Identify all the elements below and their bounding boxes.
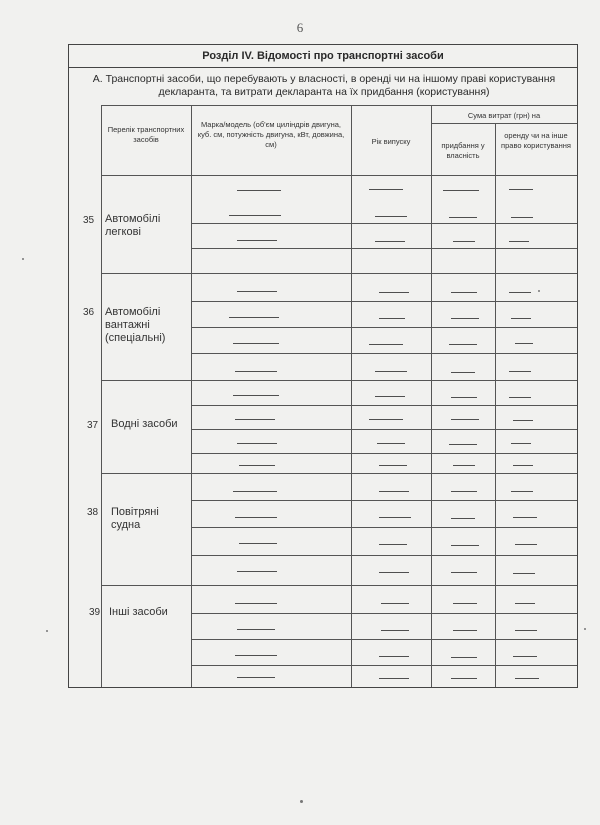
row-number-37: 37 bbox=[87, 420, 99, 431]
subrow-line bbox=[191, 665, 577, 666]
row-label-36: Автомобілі вантажні (спеціальні) bbox=[105, 306, 166, 344]
header-purchase: придбання у власність bbox=[441, 141, 485, 160]
row-label-37: Водні засоби bbox=[111, 418, 178, 430]
group-separator-2 bbox=[101, 380, 577, 381]
col-line-4 bbox=[431, 105, 432, 687]
subrow-line bbox=[191, 248, 577, 249]
table-top-border bbox=[101, 105, 577, 106]
subrow-line bbox=[191, 453, 577, 454]
subrow-line bbox=[191, 353, 577, 354]
subrow-line bbox=[191, 429, 577, 430]
row-label-39: Інші засоби bbox=[109, 606, 168, 618]
section-title: Розділ IV. Відомості про транспортні засоби bbox=[69, 45, 577, 68]
subrow-line bbox=[191, 527, 577, 528]
row-number-35: 35 bbox=[83, 215, 95, 226]
row-label-38: Повітряні судна bbox=[111, 506, 159, 531]
header-bottom-border bbox=[101, 175, 577, 176]
row-label-35: Автомобілі легкові bbox=[105, 213, 161, 238]
subrow-line bbox=[191, 223, 577, 224]
row-number-36: 36 bbox=[83, 307, 95, 318]
subrow-line bbox=[191, 500, 577, 501]
subrow-line bbox=[191, 301, 577, 302]
header-rent: оренду чи на інше право користування bbox=[501, 131, 571, 150]
subrow-line bbox=[191, 555, 577, 556]
expense-subheader-line bbox=[431, 123, 577, 124]
col-line-1 bbox=[101, 105, 102, 687]
page-number: 6 bbox=[296, 20, 304, 35]
group-separator-3 bbox=[101, 473, 577, 474]
row-number-39: 39 bbox=[89, 607, 101, 618]
subrow-line bbox=[191, 405, 577, 406]
header-list: Перелік транспортних засобів bbox=[107, 125, 185, 144]
group-separator-1 bbox=[101, 273, 577, 274]
subrow-line bbox=[191, 327, 577, 328]
header-expenses: Сума витрат (грн) на bbox=[467, 111, 541, 120]
subsection-title: А. Транспортні засоби, що перебувають у власності, в оренді чи на іншому праві користування декларанта, та витрати декларанта на їх придбання (користування) bbox=[92, 73, 556, 98]
declaration-section-form bbox=[68, 44, 578, 688]
row-number-38: 38 bbox=[87, 507, 99, 518]
header-model: Марка/модель (об'єм циліндрів двигуна, куб. см, потужність двигуна, кВт, довжина, см) bbox=[197, 120, 345, 149]
group-separator-4 bbox=[101, 585, 577, 586]
col-line-2 bbox=[191, 105, 192, 687]
header-year: Рік випуску bbox=[371, 137, 411, 146]
col-line-3 bbox=[351, 105, 352, 687]
subrow-line bbox=[191, 639, 577, 640]
subrow-line bbox=[191, 613, 577, 614]
